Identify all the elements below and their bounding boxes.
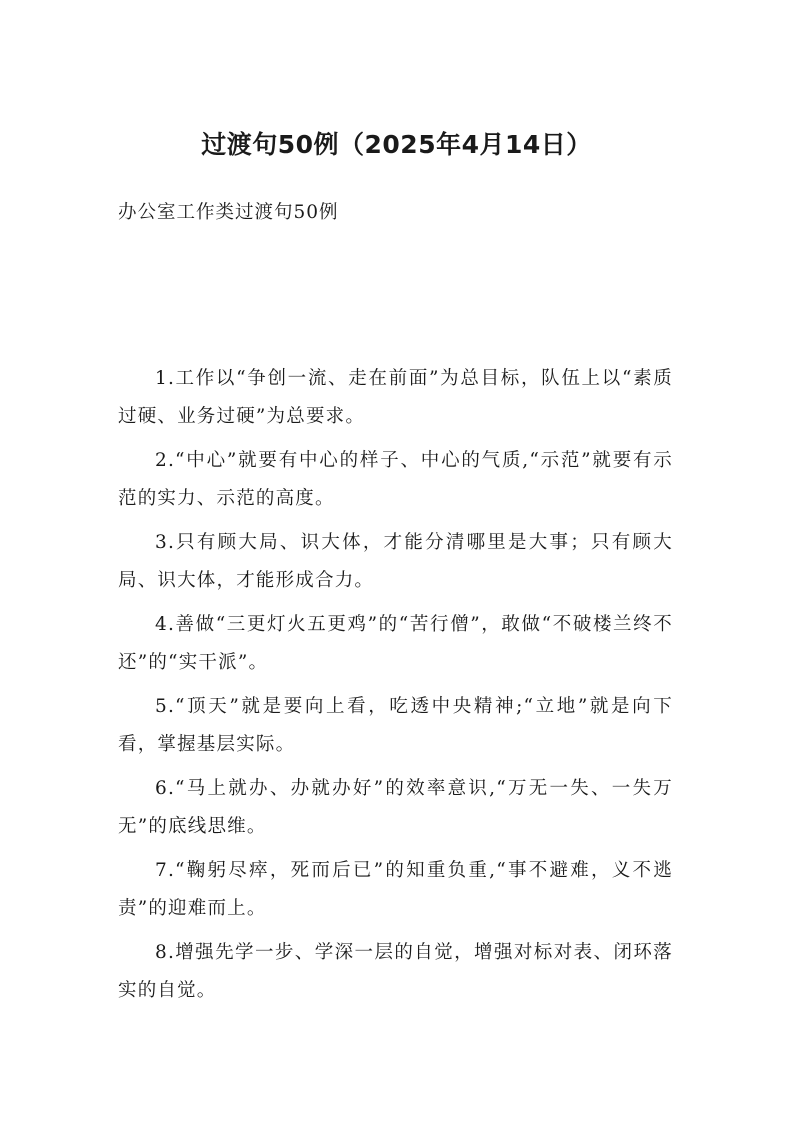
page-subtitle: 办公室工作类过渡句50例	[118, 202, 339, 223]
page-title: 过渡句50例（2025年4月14日）	[201, 130, 592, 159]
list-item: 5.“顶天”就是要向上看，吃透中央精神;“立地”就是向下看，掌握基层实际。	[118, 696, 673, 755]
list-item: 3.只有顾大局、识大体，才能分清哪里是大事；只有顾大局、识大体，才能形成合力。	[118, 532, 673, 591]
list-item: 8.增强先学一步、学深一层的自觉，增强对标对表、闭环落实的自觉。	[118, 942, 673, 1001]
list-item: 6.“马上就办、办就办好”的效率意识,“万无一失、一失万无”的底线思维。	[118, 778, 673, 837]
list-item: 4.善做“三更灯火五更鸡”的“苦行僧”，敢做“不破楼兰终不还”的“实干派”。	[118, 614, 673, 673]
item-list	[118, 360, 673, 1016]
list-item: 2.“中心”就要有中心的样子、中心的气质,“示范”就要有示范的实力、示范的高度。	[118, 450, 673, 509]
list-item: 7.“鞠躬尽瘁，死而后已”的知重负重,“事不避难，义不逃责”的迎难而上。	[118, 860, 673, 919]
list-item: 1.工作以“争创一流、走在前面”为总目标，队伍上以“素质过硬、业务过硬”为总要求。	[118, 368, 673, 427]
